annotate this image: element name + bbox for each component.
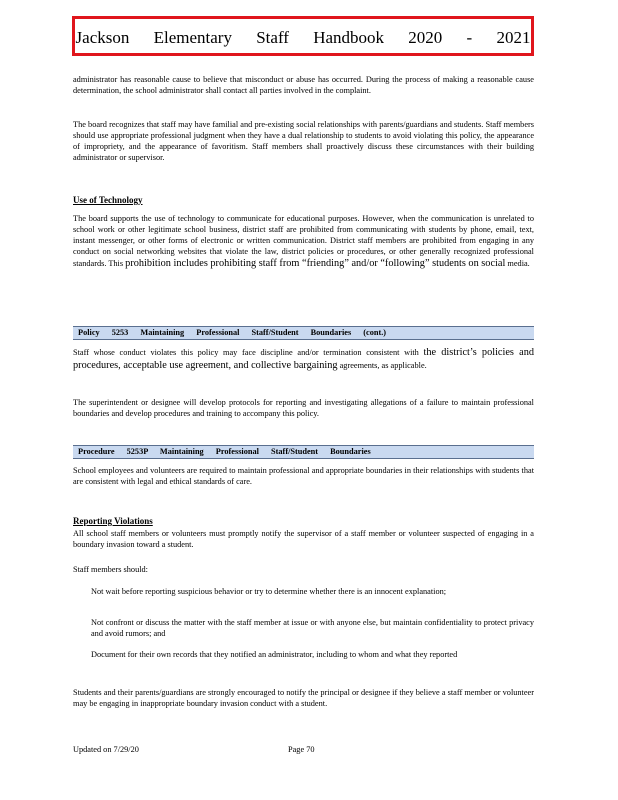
section-heading-text: Use of Technology — [73, 195, 143, 205]
list-item — [73, 586, 534, 597]
footer-page-number: Page 70 — [288, 745, 315, 754]
paragraph-text-main: Staff whose conduct violates this policy may face discipline and/or termination consistent with — [73, 348, 419, 357]
procedure-bar — [73, 445, 534, 459]
paragraph-text: administrator has reasonable cause to believe that misconduct or abuse has occurred. During the process of making a reasonable cause determination, the school administrator shall contact all parties involved in the complaint. — [73, 75, 534, 95]
paragraph-notify — [73, 528, 534, 550]
bullet-icon — [73, 586, 91, 597]
paragraph-text: The superintendent or designee will develop protocols for reporting and investigating allegations of a failure to maintain professional boundaries and develop procedures and training to accompany this policy. — [73, 398, 534, 418]
header-box — [72, 16, 534, 56]
bullet-icon — [73, 617, 91, 639]
paragraph-text-end: agreements, as applicable. — [339, 361, 427, 370]
paragraph-text-main: The board supports the use of technology to communicate for educational purposes. However, when the communication is unrelated to school work or other legitimate school business, district staff are prohibited from communicating with students by phone, email, text, instant messenger, or other forms of electronic or written communication. District staff members are prohibited from engaging in any conduct on social networking websites that violate the law, district policies or procedures, or other generally recognized professional standards. This — [73, 214, 534, 268]
paragraph-text: Staff members should: — [73, 565, 148, 574]
bullet-list — [73, 649, 534, 660]
list-item-text: Not confront or discuss the matter with the staff member at issue or with anyone else, but maintain confidentiality to protect privacy and avoid rumors; and — [91, 618, 534, 638]
section-reporting-violations — [73, 515, 534, 527]
section-heading — [73, 515, 534, 527]
paragraph-text-large: the district’s policies and procedures, acceptable use agreement, and collective bargaining — [73, 347, 534, 371]
paragraph-text: Students and their parents/guardians are strongly encouraged to notify the principal or designee if they believe a staff member or volunteer may be engaging in inappropriate boundary invasion conduct with a student. — [73, 688, 534, 708]
page-footer — [73, 745, 315, 754]
paragraph-text — [73, 213, 534, 270]
paragraph-relationships — [73, 119, 534, 163]
bullet-list — [73, 617, 534, 639]
list-item-text: Not wait before reporting suspicious behavior or try to determine whether there is an innocent explanation; — [91, 587, 447, 596]
paragraph-text: The board recognizes that staff may have familial and pre-existing social relationships with parents/guardians and students. Staff members should use appropriate professional judgment when they have a dual relationship to students to avoid violating this policy, the appearance of impropriety, and the appearance of favoritism. Staff members shall proactively discuss these circumstances with their building administrator or supervisor. — [73, 120, 534, 162]
paragraph-discipline — [73, 346, 534, 372]
paragraph-students — [73, 687, 534, 709]
paragraph-text — [73, 346, 534, 372]
paragraph-text-large: prohibition includes prohibiting staff from “friending” and/or “following” students on social — [125, 258, 506, 269]
section-use-of-technology — [73, 194, 534, 206]
bullet-icon — [73, 649, 91, 660]
paragraph-text-end: media. — [507, 259, 530, 268]
paragraph-technology — [73, 213, 534, 270]
list-item — [73, 649, 534, 660]
paragraph-superintendent — [73, 397, 534, 419]
policy-bar — [73, 326, 534, 340]
paragraph-text: All school staff members or volunteers must promptly notify the supervisor of a staff member or volunteer suspected of engaging in a boundary invasion toward a student. — [73, 529, 534, 549]
section-heading-text: Reporting Violations — [73, 516, 153, 526]
paragraph-employees — [73, 465, 534, 487]
bullet-list — [73, 586, 534, 597]
paragraph-investigation — [73, 74, 534, 96]
policy-title-bar: Policy 5253 Maintaining Professional Staff/Student Boundaries (cont.) — [73, 326, 534, 340]
section-heading — [73, 194, 534, 206]
paragraph-staff-should — [73, 564, 534, 575]
paragraph-text: School employees and volunteers are required to maintain professional and appropriate boundaries in their relationships with students that are consistent with legal and ethical standards of care. — [73, 466, 534, 486]
footer-updated: Updated on 7/29/20 — [73, 745, 139, 754]
list-item-text: Document for their own records that they notified an administrator, including to whom and what they reported — [91, 650, 458, 659]
header-title: Jackson Elementary Staff Handbook 2020 - 2021 — [75, 28, 531, 47]
list-item — [73, 617, 534, 639]
procedure-title-bar: Procedure 5253P Maintaining Professional Staff/Student Boundaries — [73, 445, 534, 459]
